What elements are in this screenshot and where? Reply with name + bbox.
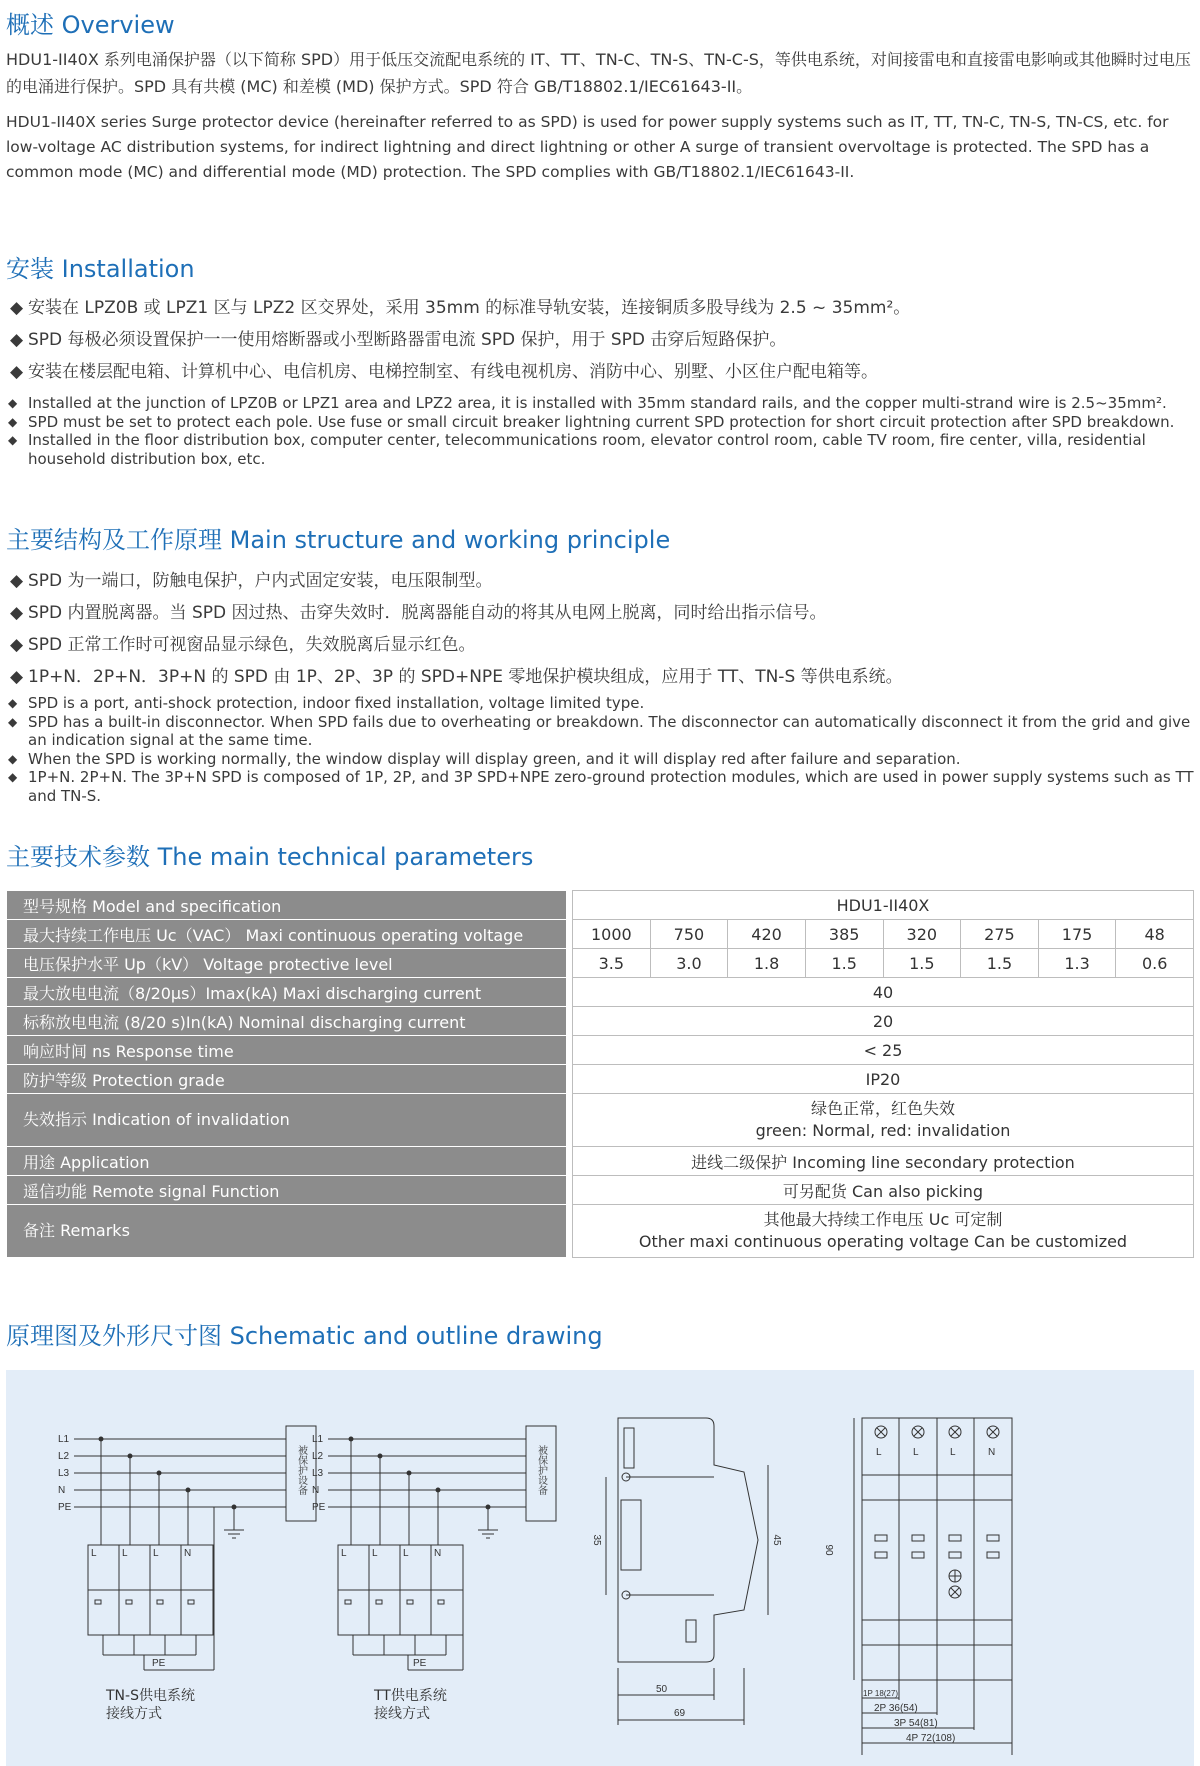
list-item: ◆ 安装在 LPZ0B 或 LPZ1 区与 LPZ2 区交界处，采用 35mm 的标准导轨安装，连接铜质多股导线为 2.5 ~ 35mm²。 [6, 292, 1194, 324]
model-value: HDU1-II40X [573, 891, 1194, 920]
indication-value [573, 1094, 1194, 1147]
table-row [7, 1205, 1194, 1258]
list-item: ◆ SPD 为一端口，防触电保护，户内式固定安装，电压限制型。 [6, 565, 1194, 597]
pole-label: L [153, 1548, 159, 1559]
list-item: ◆ 1P+N．2P+N．3P+N 的 SPD 由 1P、2P、3P 的 SPD+NPE 零地保护模块组成，应用于 TT、TN-S 等供电系统。 [6, 661, 1194, 693]
remarks-en: Other maxi continuous operating voltage Can be customized [638, 1232, 1128, 1251]
uc-cell: 420 [728, 920, 806, 949]
structure-list-cn [6, 565, 1194, 693]
list-item: ◆ Installed at the junction of LPZ0B or LPZ1 area and LPZ2 area, it is installed with 35mm standard rails, and the copper multi-strand wire is 2.5~35mm². [6, 394, 1194, 413]
table-row [7, 920, 1194, 949]
list-item: ◆ SPD has a built-in disconnector. When SPD fails due to overheating or breakdown. The disconnector can automatically disconnect it from the grid and give an indication signal at the same time. [6, 713, 1194, 750]
up-cell: 3.5 [573, 949, 651, 978]
table-row [7, 949, 1194, 978]
tns-schematic [58, 1426, 316, 1722]
pole-label: N [988, 1447, 996, 1458]
table-row [7, 978, 1194, 1007]
list-item: ◆ Installed in the floor distribution box, computer center, telecommunications room, elevator control room, cable TV room, fire center, villa, residential household distribution box, etc. [6, 431, 1194, 468]
table-row [7, 1036, 1194, 1065]
list-item: ◆ SPD 内置脱离器。当 SPD 因过热、击穿失效时．脱离器能自动的将其从电网上脱离，同时给出指示信号。 [6, 597, 1194, 629]
indication-cn: 绿色正常，红色失效 [810, 1099, 955, 1118]
up-cell: 1.5 [883, 949, 961, 978]
remarks-value [573, 1205, 1194, 1258]
line-label: L2 [312, 1451, 324, 1462]
row-label: 用途 Application [7, 1147, 567, 1176]
dim-45: 45 [771, 1534, 782, 1546]
row-label: 型号规格 Model and specification [7, 891, 567, 920]
uc-cell: 175 [1038, 920, 1116, 949]
dim-2p: 2P 36(54) [874, 1703, 918, 1714]
tns-caption-line1: TN-S供电系统 [106, 1688, 195, 1704]
table-row [7, 1176, 1194, 1205]
pole-label: N [434, 1548, 442, 1559]
table-row [7, 1007, 1194, 1036]
schematic-svg [6, 1370, 1194, 1766]
uc-cell: 385 [805, 920, 883, 949]
uc-cell: 1000 [573, 920, 651, 949]
line-label: L1 [312, 1434, 324, 1445]
overview-title: 概述 Overview [6, 11, 175, 39]
grade-value: IP20 [573, 1065, 1194, 1094]
line-label: L3 [58, 1468, 70, 1479]
pole-label: L [341, 1548, 347, 1559]
overview-text-cn: HDU1-II40X 系列电涌保护器（以下简称 SPD）用于低压交流配电系统的 IT、TT、TN-C、TN-S、TN-C-S，等供电系统，对间接雷电和直接雷电影响或其他瞬时过电压的电涌进行保护。SPD 具有共模 (MC) 和差模 (MD) 保护方式。SPD 符合 GB/T18802.1/IEC61643-II。 [6, 50, 1191, 96]
resp-value: < 25 [573, 1036, 1194, 1065]
table-row [7, 1147, 1194, 1176]
spec-table [6, 890, 1194, 1258]
table-row [7, 1094, 1194, 1147]
row-label: 最大放电电流（8/20μs）Imax(kA) Maxi discharging current [7, 978, 567, 1007]
list-item: ◆ SPD 每极必须设置保护一一使用熔断器或小型断路器雷电流 SPD 保护，用于 SPD 击穿后短路保护。 [6, 324, 1194, 356]
row-label: 最大持续工作电压 Uc（VAC） Maxi continuous operating voltage [7, 920, 567, 949]
application-value: 进线二级保护 Incoming line secondary protection [573, 1147, 1194, 1176]
list-item: ◆ When the SPD is working normally, the window display will display green, and it will display red after failure and separation. [6, 750, 1194, 769]
up-cell: 0.6 [1116, 949, 1194, 978]
params-title: 主要技术参数 The main technical parameters [6, 843, 534, 871]
line-label: N [312, 1485, 320, 1496]
pole-label: N [184, 1548, 192, 1559]
dim-50: 50 [656, 1684, 668, 1695]
up-cell: 1.3 [1038, 949, 1116, 978]
pole-label: L [876, 1447, 882, 1458]
list-item: ◆ SPD must be set to protect each pole. Use fuse or small circuit breaker lightning current SPD protection for short circuit protection after SPD breakdown. [6, 413, 1194, 432]
line-label: PE [312, 1502, 326, 1513]
up-cell: 3.0 [650, 949, 728, 978]
pole-label: L [91, 1548, 97, 1559]
row-label: 标称放电电流 (8/20 s)In(kA) Nominal discharging current [7, 1007, 567, 1036]
installation-list-en [6, 394, 1194, 468]
tt-schematic [312, 1426, 556, 1722]
uc-cell: 275 [961, 920, 1039, 949]
imax-value: 40 [573, 978, 1194, 1007]
list-item: ◆ SPD 正常工作时可视窗品显示绿色，失效脱离后显示红色。 [6, 629, 1194, 661]
dim-4p: 4P 72(108) [906, 1733, 956, 1744]
pole-label: L [950, 1447, 956, 1458]
structure-title: 主要结构及工作原理 Main structure and working principle [6, 526, 671, 554]
drawing-title: 原理图及外形尺寸图 Schematic and outline drawing [6, 1322, 603, 1350]
protected-equipment-label: 被保护设备 [535, 1445, 547, 1495]
pe-label: PE [152, 1658, 166, 1669]
line-label: L2 [58, 1451, 70, 1462]
line-label: L3 [312, 1468, 324, 1479]
up-cell: 1.8 [728, 949, 806, 978]
installation-title: 安装 Installation [6, 255, 195, 283]
pole-label: L [913, 1447, 919, 1458]
tns-caption-line2: 接线方式 [106, 1706, 162, 1722]
in-value: 20 [573, 1007, 1194, 1036]
overview-text-en: HDU1-II40X series Surge protector device (hereinafter referred to as SPD) is used for power supply systems such as IT, TT, TN-C, TN-S, TN-CS, etc. for low-voltage AC distribution systems, for indirect lightning and direct lightning or other A surge of transient overvoltage is protected. The SPD has a common mode (MC) and differential mode (MD) protection. The SPD complies with GB/T18802.1/IEC61643-II. [6, 113, 1169, 181]
dim-3p: 3P 54(81) [894, 1718, 938, 1729]
list-item: ◆ 安装在楼层配电箱、计算机中心、电信机房、电梯控制室、有线电视机房、消防中心、别墅、小区住户配电箱等。 [6, 356, 1194, 388]
remote-value: 可另配货 Can also picking [573, 1176, 1194, 1205]
uc-cell: 48 [1116, 920, 1194, 949]
row-label: 防护等级 Protection grade [7, 1065, 567, 1094]
indication-en: green: Normal, red: invalidation [755, 1121, 1011, 1140]
tt-caption-line2: 接线方式 [374, 1706, 430, 1722]
remarks-cn: 其他最大持续工作电压 Uc 可定制 [763, 1210, 1003, 1229]
line-label: N [58, 1485, 66, 1496]
row-label: 响应时间 ns Response time [7, 1036, 567, 1065]
row-label: 失效指示 Indication of invalidation [7, 1094, 567, 1147]
pole-label: L [403, 1548, 409, 1559]
line-label: L1 [58, 1434, 70, 1445]
tt-caption-line1: TT供电系统 [374, 1688, 447, 1704]
front-outline-drawing [823, 1418, 1012, 1755]
table-row [7, 1065, 1194, 1094]
side-outline-drawing [591, 1418, 782, 1725]
schematic-drawing-panel [6, 1370, 1194, 1766]
row-label: 备注 Remarks [7, 1205, 567, 1258]
pole-label: L [122, 1548, 128, 1559]
structure-list-en [6, 694, 1194, 805]
row-label: 遥信功能 Remote signal Function [7, 1176, 567, 1205]
dim-35: 35 [591, 1534, 602, 1546]
table-row [7, 891, 1194, 920]
uc-cell: 320 [883, 920, 961, 949]
row-label: 电压保护水平 Up（kV） Voltage protective level [7, 949, 567, 978]
line-label: PE [58, 1502, 72, 1513]
pe-label: PE [413, 1658, 427, 1669]
list-item: ◆ SPD is a port, anti-shock protection, indoor fixed installation, voltage limited type. [6, 694, 1194, 713]
installation-list-cn [6, 292, 1194, 388]
dim-1p: 1P 18(27) [863, 1689, 898, 1698]
dim-69: 69 [674, 1708, 686, 1719]
list-item: ◆ 1P+N. 2P+N. The 3P+N SPD is composed of 1P, 2P, and 3P SPD+NPE zero-ground protection modules, which are used in power supply systems such as TT and TN-S. [6, 768, 1194, 805]
uc-cell: 750 [650, 920, 728, 949]
up-cell: 1.5 [961, 949, 1039, 978]
dim-90: 90 [823, 1544, 834, 1556]
up-cell: 1.5 [805, 949, 883, 978]
protected-equipment-label: 被保护设备 [295, 1445, 307, 1495]
pole-label: L [372, 1548, 378, 1559]
